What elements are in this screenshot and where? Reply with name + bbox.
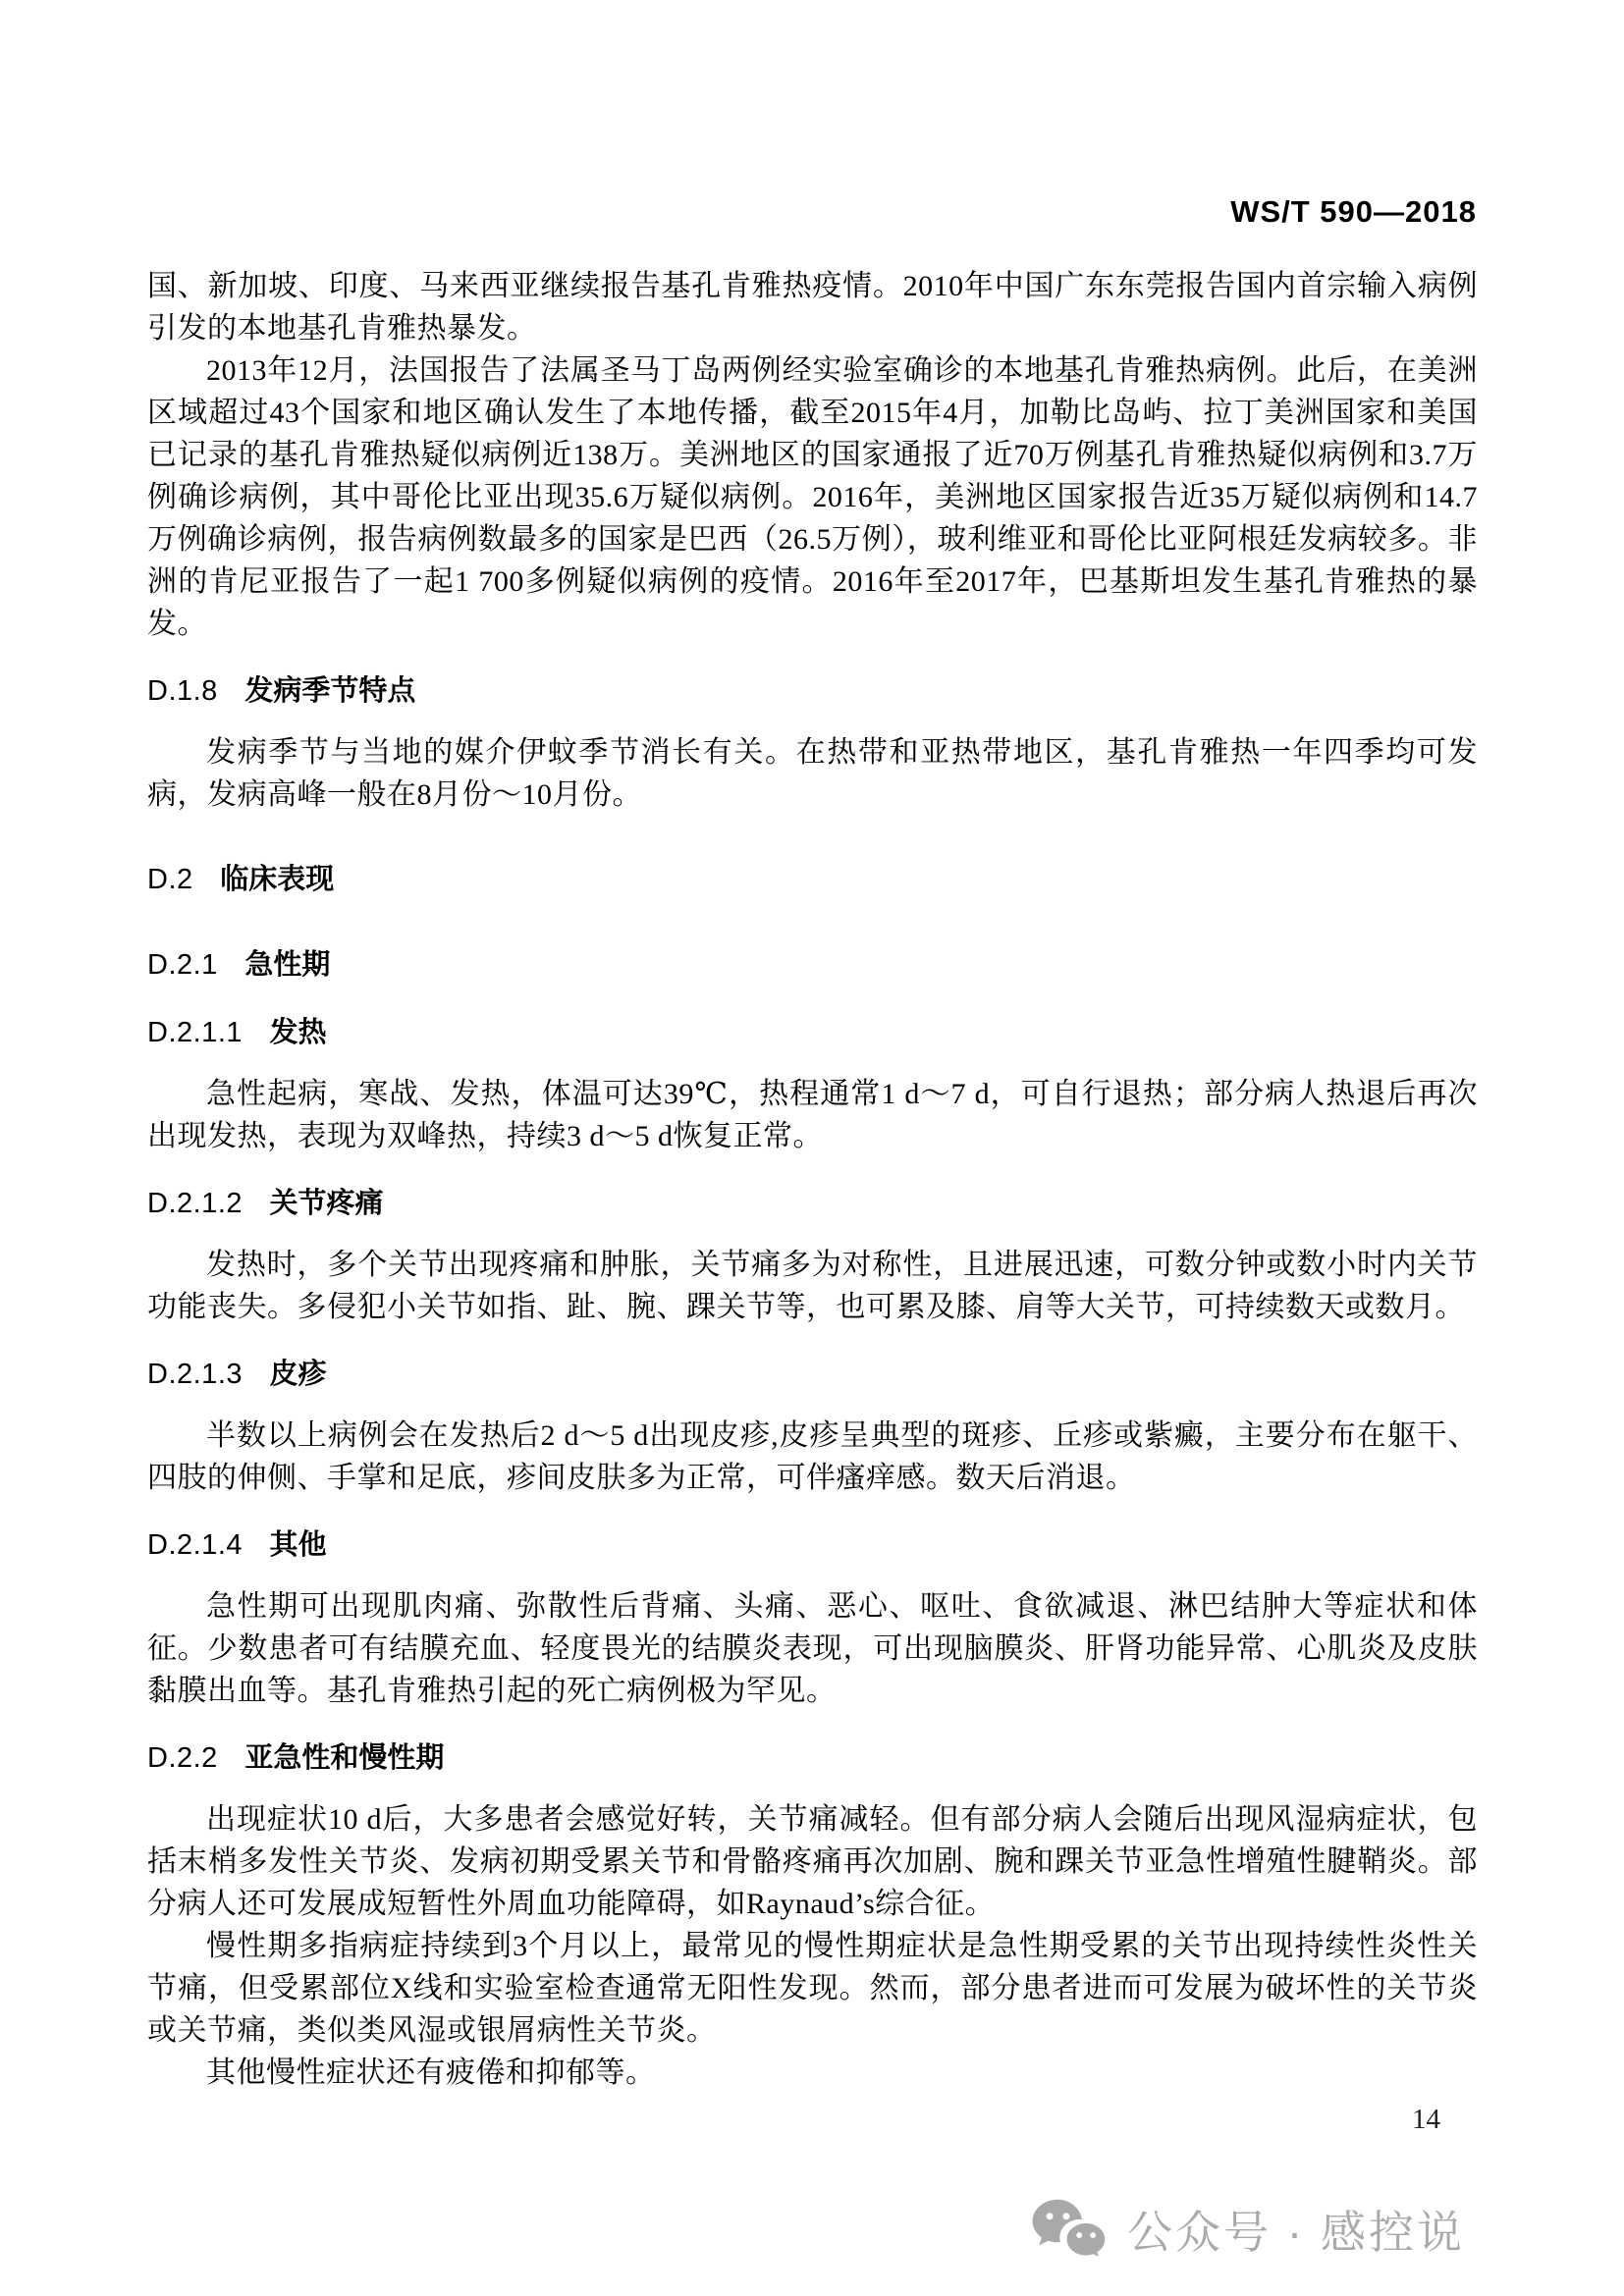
heading-title: 其他 [269,1529,327,1561]
paragraph-joint-pain: 发热时，多个关节出现疼痛和肿胀，关节痛多为对称性，且进展迅速，可数分钟或数小时内关节功能丧失。多侵犯小关节如指、趾、腕、踝关节等，也可累及膝、肩等大关节，可持续数天或数月。 [147,1249,1478,1323]
paragraph-epidemic-continued: 国、新加坡、印度、马来西亚继续报告基孔肯雅热疫情。2010年中国广东东莞报告国内首宗输入病例引发的本地基孔肯雅热暴发。 [147,270,1478,345]
heading-number: D.2.1 [147,949,218,981]
heading-d2 [147,859,1478,901]
paragraph-epidemic-2013: 2013年12月，法国报告了法属圣马丁岛两例经实验室确诊的本地基孔肯雅热病例。此后，在美洲区域超过43个国家和地区确认发生了本地传播，截至2015年4月，加勒比岛屿、拉丁美洲国家和美国已记录的基孔肯雅热疑似病例近138万。美洲地区的国家通报了近70万例基孔肯雅热疑似病例和3.7万例确诊病例，其中哥伦比亚出现35.6万疑似病例。2016年，美洲地区国家报告近35万疑似病例和14.7万例确诊病例，报告病例数最多的国家是巴西（26.5万例），玻利维亚和哥伦比亚阿根廷发病较多。非洲的肯尼亚报告了一起1 700多例疑似病例的疫情。2016年至2017年，巴基斯坦发生基孔肯雅热的暴发。 [147,354,1478,640]
heading-number: D.2.1.1 [147,1017,243,1048]
heading-title: 发热 [269,1017,327,1048]
heading-d2-1-1 [147,1012,1478,1054]
paragraph-rash: 半数以上病例会在发热后2 d～5 d出现皮疹,皮疹呈典型的斑疹、丘疹或紫癜，主要分布在躯干、四肢的伸侧、手掌和足底，疹间皮肤多为正常，可伴瘙痒感。数天后消退。 [147,1419,1478,1494]
heading-title: 急性期 [244,949,331,981]
heading-title: 关节疼痛 [269,1188,384,1219]
heading-d2-1 [147,944,1478,987]
paragraph-chronic: 慢性期多指病症持续到3个月以上，最常见的慢性期症状是急性期受累的关节出现持续性炎性关节痛，但受累部位X线和实验室检查通常无阳性发现。然而，部分患者进而可发展为破坏性的关节炎或关节痛，类似类风湿或银屑病性关节炎。 [147,1930,1478,2047]
doc-number: WS/T 590—2018 [1230,194,1477,229]
watermark [1031,2197,1465,2262]
heading-d2-1-4 [147,1524,1478,1567]
heading-d2-1-2 [147,1183,1478,1225]
heading-number: D.2.1.4 [147,1529,243,1561]
heading-title: 皮疹 [269,1359,327,1390]
heading-title: 临床表现 [220,864,335,895]
paragraph-other-symptoms: 急性期可出现肌肉痛、弥散性后背痛、头痛、恶心、呕吐、食欲减退、淋巴结肿大等症状和体征。少数患者可有结膜充血、轻度畏光的结膜炎表现，可出现脑膜炎、肝肾功能异常、心肌炎及皮肤黏膜出血等。基孔肯雅热引起的死亡病例极为罕见。 [147,1590,1478,1707]
paragraph-fever: 急性起病，寒战、发热，体温可达39℃，热程通常1 d～7 d，可自行退热；部分病人热退后再次出现发热，表现为双峰热，持续3 d～5 d恢复正常。 [147,1078,1478,1152]
doc-header [1230,194,1477,230]
heading-d2-2 [147,1737,1478,1780]
heading-number: D.2 [147,864,193,895]
heading-d2-1-3 [147,1354,1478,1396]
heading-number: D.2.1.3 [147,1359,243,1390]
document-body [147,265,1478,2094]
paragraph-season: 发病季节与当地的媒介伊蚊季节消长有关。在热带和亚热带地区，基孔肯雅热一年四季均可发病，发病高峰一般在8月份～10月份。 [147,736,1478,811]
heading-title: 亚急性和慢性期 [244,1742,445,1774]
watermark-label: 公众号 · 感控说 [1127,2207,1465,2258]
heading-number: D.1.8 [147,675,218,707]
page-number: 14 [1412,2104,1440,2135]
wechat-icon [1031,2198,1108,2261]
heading-number: D.2.2 [147,1742,218,1774]
paragraph-chronic-other: 其他慢性症状还有疲倦和抑郁等。 [206,2056,656,2089]
paragraph-subacute: 出现症状10 d后，大多患者会感觉好转，关节痛减轻。但有部分病人会随后出现风湿病症状，包括末梢多发性关节炎、发病初期受累关节和骨骼疼痛再次加剧、腕和踝关节亚急性增殖性腱鞘炎。部分病人还可发展成短暂性外周血功能障碍，如Raynaud’s综合征。 [147,1803,1478,1920]
heading-d1-8 [147,670,1478,713]
heading-title: 发病季节特点 [244,675,416,707]
heading-number: D.2.1.2 [147,1188,243,1219]
